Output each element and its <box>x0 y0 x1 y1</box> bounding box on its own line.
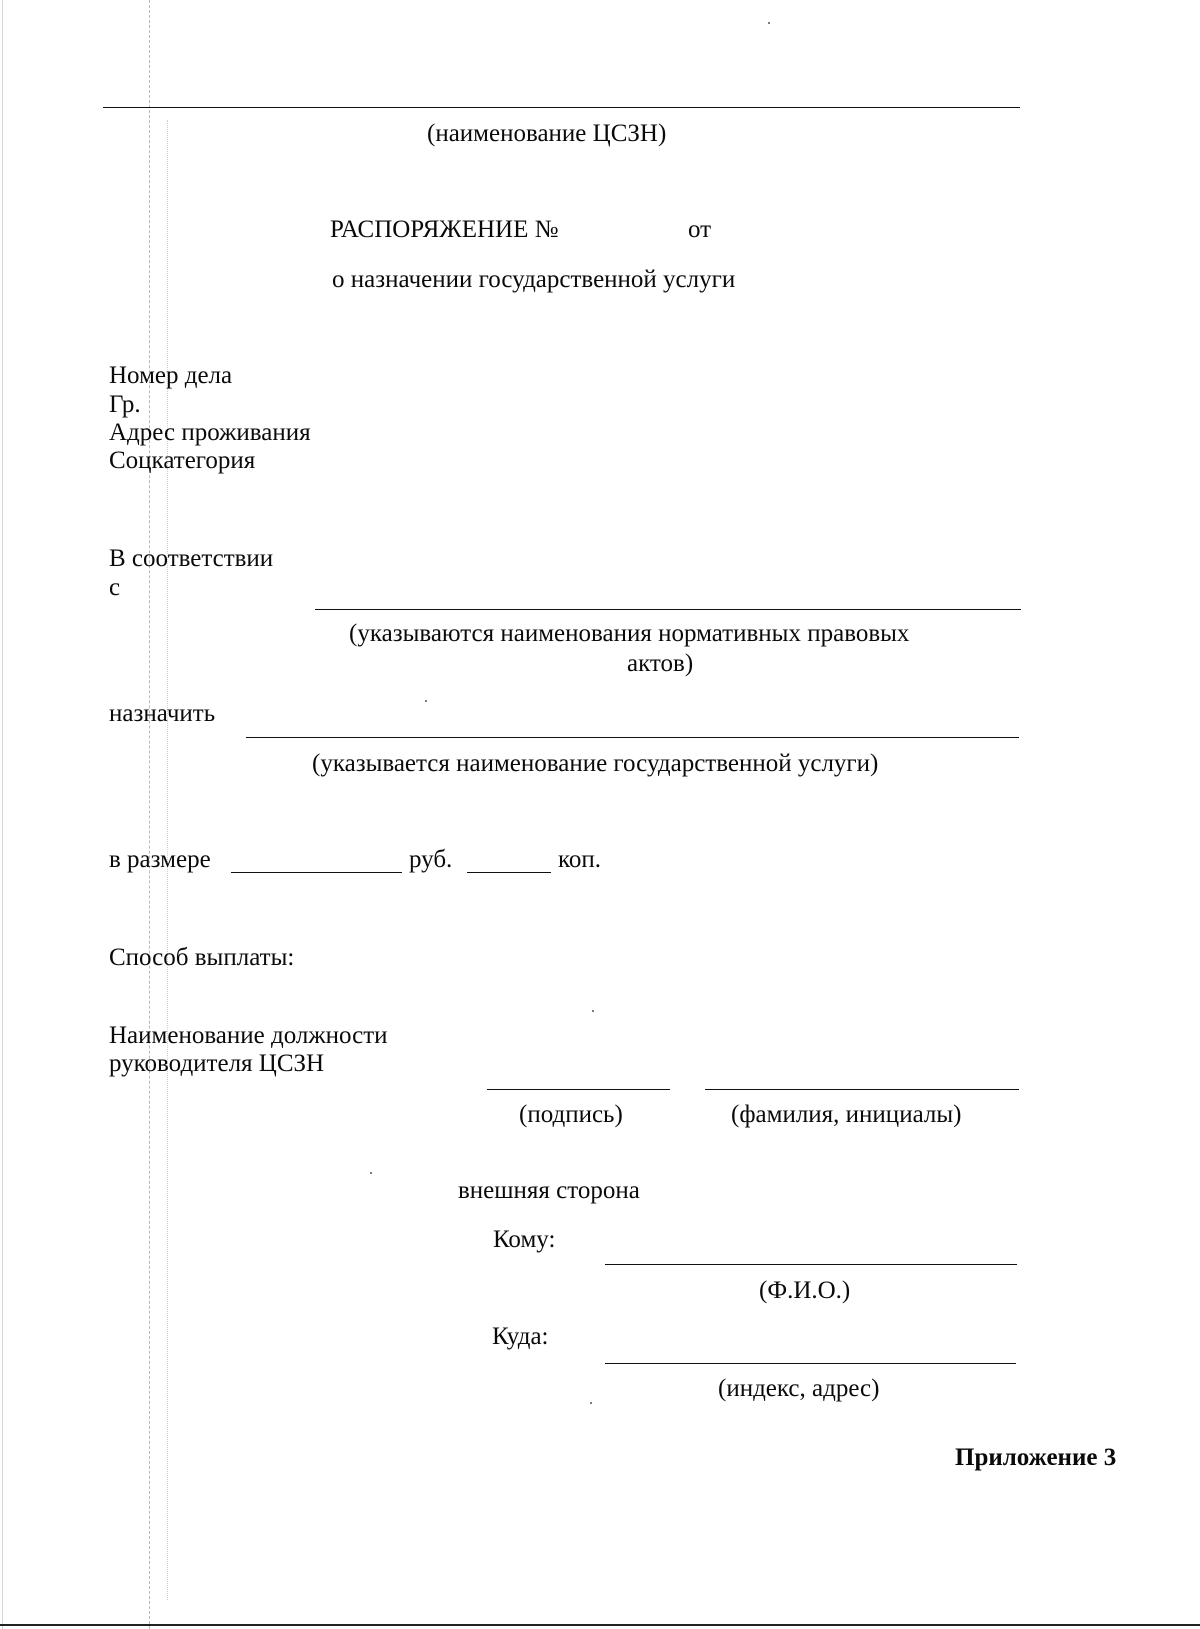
scan-speck <box>425 700 427 702</box>
basis-label: В соответствии <box>109 545 274 572</box>
order-number-label: РАСПОРЯЖЕНИЕ № <box>330 216 559 243</box>
amount-kop-label: коп. <box>558 846 602 873</box>
amount-rub-line <box>231 872 402 873</box>
scan-speck <box>768 22 770 24</box>
outer-side-title: внешняя сторона <box>458 1177 640 1204</box>
scan-speck <box>592 1010 594 1012</box>
recipient-line <box>605 1264 1017 1265</box>
amount-prefix: в размере <box>109 846 211 873</box>
service-name-caption: (указывается наименование государственной услуги) <box>312 750 879 777</box>
address-label: Адрес проживания <box>109 419 311 446</box>
case-number-label: Номер дела <box>109 362 233 389</box>
address-to-line <box>605 1363 1016 1364</box>
legal-acts-line <box>315 609 1021 610</box>
service-name-line <box>246 737 1019 738</box>
org-name-line <box>103 107 1020 108</box>
social-category-label: Соцкатегория <box>109 447 256 474</box>
org-name-caption: (наименование ЦСЗН) <box>427 120 667 147</box>
full-name-line <box>705 1089 1019 1090</box>
full-name-caption: (фамилия, инициалы) <box>731 1101 962 1128</box>
head-position-label: Наименование должности <box>109 1022 388 1049</box>
order-date-label: от <box>688 216 712 243</box>
head-position-label-continuation: руководителя ЦСЗН <box>109 1050 325 1077</box>
recipient-caption: (Ф.И.О.) <box>759 1277 851 1304</box>
order-subject: о назначении государственной услуги <box>332 266 736 293</box>
appendix-label: Приложение 3 <box>955 1444 1117 1471</box>
assign-label: назначить <box>109 700 216 727</box>
legal-acts-caption-continuation: актов) <box>627 650 694 677</box>
legal-acts-caption: (указываются наименования нормативных правовых <box>349 620 910 647</box>
scan-speck <box>590 1402 592 1404</box>
payment-method-label: Способ выплаты: <box>109 944 295 971</box>
amount-rub-label: руб. <box>409 846 453 873</box>
basis-label-continuation: с <box>109 574 121 601</box>
address-to-caption: (индекс, адрес) <box>718 1375 880 1402</box>
address-to-label: Куда: <box>492 1323 549 1350</box>
signature-caption: (подпись) <box>519 1101 623 1128</box>
recipient-label: Кому: <box>493 1226 556 1253</box>
scan-fold-line <box>149 0 150 1629</box>
scan-bottom-edge <box>0 1624 1200 1626</box>
signature-line <box>487 1089 670 1090</box>
scan-speck <box>370 1172 372 1174</box>
citizen-label: Гр. <box>109 391 141 418</box>
scan-left-edge <box>2 0 3 1629</box>
amount-kop-line <box>467 872 551 873</box>
